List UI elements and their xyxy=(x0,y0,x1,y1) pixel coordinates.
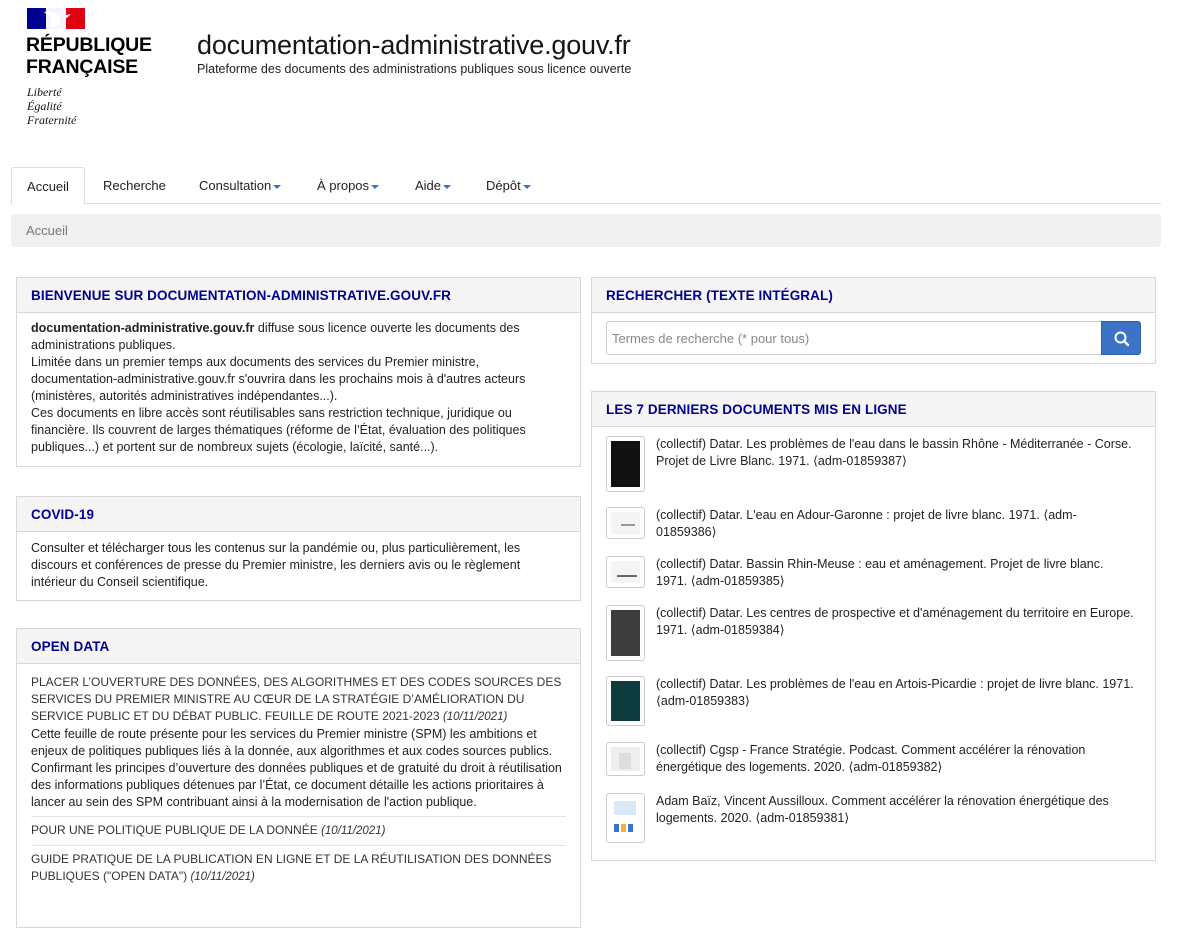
document-link[interactable]: (collectif) Datar. L'eau en Adour-Garonne : projet de livre blanc. 1971. ⟨adm-01859386⟩ xyxy=(656,508,1077,539)
covid-text: . xyxy=(204,575,209,589)
welcome-title: BIENVENUE SUR DOCUMENTATION-ADMINISTRATIVE.GOUV.FR xyxy=(17,278,580,313)
breadcrumb xyxy=(11,214,1161,247)
document-thumbnail[interactable] xyxy=(606,605,645,661)
tab-aide[interactable]: Aide xyxy=(415,167,451,204)
site-title[interactable]: documentation-administrative.gouv.fr xyxy=(197,30,631,60)
divider xyxy=(31,816,566,817)
welcome-text-2: Limitée dans un premier temps aux documents des services du Premier ministre, documentation-administrative.gouv.fr s'ouvrira dans les prochains mois à d'autres acteurs (ministères, autorités administratives indépendantes...). xyxy=(31,355,526,403)
document-link[interactable]: (collectif) Datar. Les problèmes de l'eau en Artois-Picardie : projet de livre blanc. 1971. ⟨adm-01859383⟩ xyxy=(656,677,1134,708)
list-item[interactable] xyxy=(606,436,1136,492)
latest-docs-title: LES 7 DERNIERS DOCUMENTS MIS EN LIGNE xyxy=(592,392,1155,427)
covid-avis-link[interactable]: avis xyxy=(408,558,431,572)
open-data-item-3[interactable]: GUIDE PRATIQUE DE LA PUBLICATION EN LIGNE ET DE LA RÉUTILISATION DES DONNÉES PUBLIQUES ("OPEN DATA") (10/11/2021) xyxy=(31,852,552,883)
document-thumbnail[interactable] xyxy=(606,676,645,726)
open-data-item-2[interactable]: POUR UNE POLITIQUE PUBLIQUE DE LA DONNÉE (10/11/2021) xyxy=(31,823,386,837)
tab-depot[interactable]: Dépôt xyxy=(486,167,531,204)
welcome-text-3: Ces documents en libre accès sont réutilisables sans restriction technique, juridique ou financière. Ils couvrent de larges thématiques (réforme de l’État, évaluation des politiques publiques...) et portent sur de nombreux sujets (écologie, laïcité, santé...). xyxy=(31,406,526,454)
search-title: RECHERCHER (TEXTE INTÉGRAL) xyxy=(592,278,1155,313)
document-link[interactable]: (collectif) Cgsp - France Stratégie. Podcast. Comment accélérer la rénovation énergétique des logements. 2020. ⟨adm-01859382⟩ xyxy=(656,743,1086,774)
document-thumbnail[interactable] xyxy=(606,742,645,776)
latest-docs-panel xyxy=(591,391,1156,861)
site-subtitle: Plateforme des documents des administrations publiques sous licence ouverte xyxy=(197,62,632,76)
covid-speeches-link[interactable]: discours et conférences de presse xyxy=(31,558,222,572)
list-item[interactable] xyxy=(606,605,1136,661)
open-data-item-1-desc-1: Cette feuille de route présente pour les services du Premier ministre (SPM) les ambitions et enjeux de politiques publiques liés à la donnée, aux algorithmes et aux codes sources publics. xyxy=(31,727,553,758)
list-item[interactable] xyxy=(606,507,1136,539)
document-link[interactable]: (collectif) Datar. Bassin Rhin-Meuse : eau et aménagement. Projet de livre blanc. 1971. ⟨adm-01859385⟩ xyxy=(656,557,1104,588)
document-thumbnail[interactable] xyxy=(606,793,645,843)
covid-text: ou le xyxy=(430,558,465,572)
document-link[interactable]: Adam Baïz, Vincent Aussilloux. Comment accélérer la rénovation énergétique des logements. 2020. ⟨adm-01859381⟩ xyxy=(656,794,1109,825)
list-item[interactable] xyxy=(606,556,1136,588)
covid-text: ou, plus particulièrement, les xyxy=(357,541,521,555)
covid-panel xyxy=(16,496,581,601)
chevron-down-icon xyxy=(523,185,531,189)
search-form xyxy=(606,321,1141,355)
site-header xyxy=(0,0,1198,160)
chevron-down-icon xyxy=(273,185,281,189)
welcome-panel xyxy=(16,277,581,467)
open-data-panel xyxy=(16,628,581,928)
chevron-down-icon xyxy=(443,185,451,189)
covid-text: , les derniers xyxy=(333,558,409,572)
tab-a-propos[interactable]: À propos xyxy=(317,167,379,204)
search-panel xyxy=(591,277,1156,364)
covid-reglement-link[interactable]: règlement intérieur du Conseil scientifique xyxy=(31,558,521,589)
document-thumbnail[interactable] xyxy=(606,436,645,492)
list-item[interactable] xyxy=(606,676,1136,726)
covid-title: COVID-19 xyxy=(17,497,580,532)
tab-accueil[interactable]: Accueil xyxy=(11,167,85,205)
open-data-title: OPEN DATA xyxy=(17,629,580,664)
chevron-down-icon xyxy=(371,185,379,189)
document-thumbnail[interactable] xyxy=(606,556,645,588)
breadcrumb-item[interactable]: Accueil xyxy=(26,223,68,238)
devise: Liberté Égalité Fraternité xyxy=(27,85,77,127)
list-item[interactable] xyxy=(606,793,1136,843)
covid-text: du xyxy=(221,558,243,572)
search-input[interactable] xyxy=(606,321,1102,355)
divider xyxy=(31,845,566,846)
site-name-bold: documentation-administrative.gouv.fr xyxy=(31,321,255,335)
open-data-item-1[interactable]: PLACER L’OUVERTURE DES DONNÉES, DES ALGORITHMES ET DES CODES SOURCES DES SERVICES DU PREMIER MINISTRE AU CŒUR DE LA STRATÉGIE D’AMÉLIORATION DU SERVICE PUBLIC ET DU DÉBAT PUBLIC. FEUILLE DE ROUTE 2021-2023 (10/11/2021) xyxy=(31,675,562,723)
main-nav xyxy=(11,167,1161,204)
open-data-item-1-desc-2: Confirmant les principes d’ouverture des données publiques et de gratuité du droit à réutilisation des informations publiques détenues par l’État, ce document détaille les actions prioritaires à lancer au sein des SPM contribuant ainsi à la modernisation de l'action publique. xyxy=(31,761,562,809)
covid-pm-link[interactable]: Premier ministre xyxy=(242,558,334,572)
covid-all-contents-link[interactable]: Consulter et télécharger tous les contenus sur la pandémie xyxy=(31,541,358,555)
welcome-text-1: diffuse sous licence ouverte les documents des administrations publiques. xyxy=(31,321,520,352)
list-item[interactable] xyxy=(606,742,1136,776)
search-icon xyxy=(1102,322,1142,356)
tab-recherche[interactable]: Recherche xyxy=(103,178,166,193)
republique-francaise-wordmark: RÉPUBLIQUE FRANÇAISE xyxy=(26,34,152,78)
document-thumbnail[interactable] xyxy=(606,507,645,539)
document-link[interactable]: (collectif) Datar. Les centres de prospective et d'aménagement du territoire en Europe. 1971. ⟨adm-01859384⟩ xyxy=(656,606,1134,637)
search-button[interactable] xyxy=(1101,321,1141,355)
republique-francaise-logo[interactable] xyxy=(27,8,85,29)
tab-consultation[interactable]: Consultation xyxy=(199,167,281,204)
document-link[interactable]: (collectif) Datar. Les problèmes de l'eau dans le bassin Rhône - Méditerranée - Corse. Projet de Livre Blanc. 1971. ⟨adm-01859387⟩ xyxy=(656,437,1132,468)
